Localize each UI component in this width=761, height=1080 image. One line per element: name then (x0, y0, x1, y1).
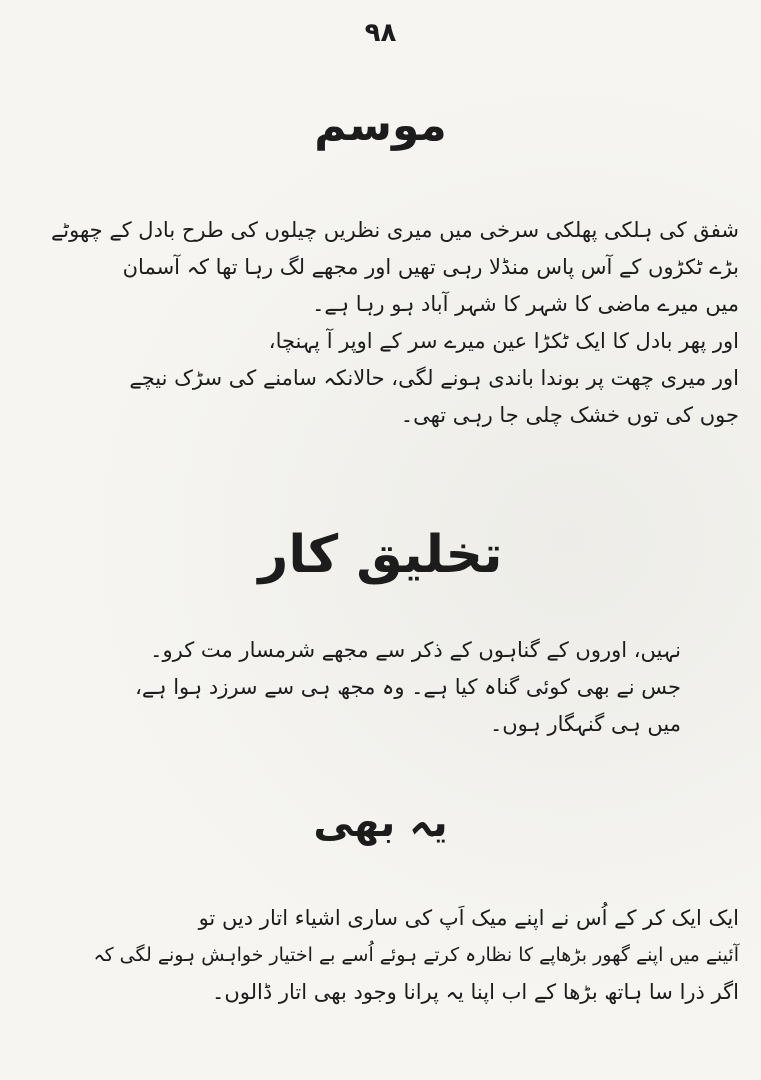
section-title-takhleeq-kaar: تخلیق کار (258, 525, 503, 585)
section-body-ye-bhi (24, 900, 739, 1011)
text-line: نہیں، اوروں کے گناہوں کے ذکر سے مجھے شرمسار مت کرو۔ (150, 638, 681, 662)
text-line: شفق کی ہلکی پھلکی سرخی میں میری نظریں چیلوں کی طرح بادل کے چھوٹے (51, 218, 739, 242)
section-title-ye-bhi: یہ بھی (313, 800, 448, 846)
section-body-mausam (24, 212, 739, 434)
text-line: ایک ایک کر کے اُس نے اپنے میک اَپ کی ساری اشیاء اتار دیں تو (198, 906, 739, 930)
section-body-takhleeq-kaar (41, 632, 681, 743)
text-line: اور پھر بادل کا ایک ٹکڑا عین میرے سر کے اوپر آ پہنچا، (268, 329, 739, 353)
page-number: ۹۸ (364, 18, 397, 48)
text-line: آئینے میں اپنے گھور بڑھاپے کا نظارہ کرتے ہوئے اُسے بے اختیار خواہش ہونے لگی کہ (93, 944, 739, 966)
text-line: اگر ذرا سا ہاتھ بڑھا کے اب اپنا یہ پرانا وجود بھی اتار ڈالوں۔ (212, 980, 739, 1004)
text-line: بڑے ٹکڑوں کے آس پاس منڈلا رہی تھیں اور مجھے لگ رہا تھا کہ آسمان (122, 255, 739, 279)
section-title-mausam: موسم (314, 100, 447, 151)
text-line: اور میری چھت پر بوندا باندی ہونے لگی، حالانکہ سامنے کی سڑک نیچے (129, 366, 739, 390)
text-line: میں میرے ماضی کا شہر کا شہر آباد ہو رہا ہے۔ (312, 292, 739, 316)
text-line: جس نے بھی کوئی گناہ کیا ہے۔ وہ مجھ ہی سے سرزد ہوا ہے، (135, 675, 681, 699)
text-line: میں ہی گنہگار ہوں۔ (489, 712, 681, 736)
text-line: جوں کی توں خشک چلی جا رہی تھی۔ (400, 403, 739, 427)
